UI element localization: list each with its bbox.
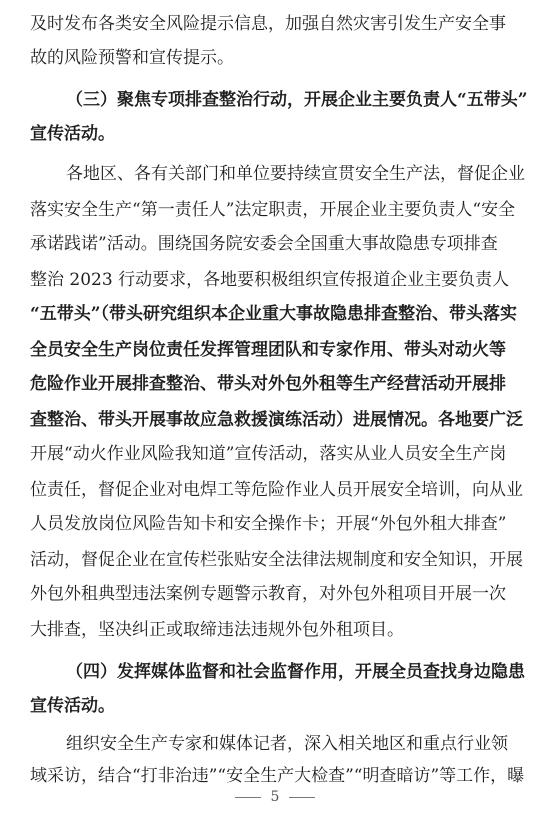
text-line: 落实安全生产“第一责任人”法定职责，开展企业主要负责人“安全 (30, 200, 516, 220)
text-line: “五带头”（带头研究组织本企业重大事故隐患排查整治、带头落实 (30, 304, 518, 324)
page-number-value: 5 (270, 789, 280, 805)
section-heading: 宣传活动。 (30, 696, 115, 716)
text-line: 外包外租典型违法案例专题警示教育，对外包外租项目开展一次 (30, 584, 506, 604)
text-line: 查整治、带头开展事故应急救援演练活动）进展情况。各地要广泛 (30, 410, 523, 430)
text-line: 组织安全生产专家和媒体记者，深入相关地区和重点行业领 (66, 734, 508, 754)
text-line: 开展“动火作业风险我知道”宣传活动，落实从业人员安全生产岗 (30, 444, 507, 464)
section-heading: 宣传活动。 (30, 124, 115, 144)
text-line: 及时发布各类安全风险提示信息，加强自然灾害引发生产安全事 (30, 14, 506, 34)
page-number-dash-left (235, 797, 261, 798)
text-line: 整治 2023 行动要求，各地要积极组织宣传报道企业主要负责人 (30, 270, 510, 290)
page-number-dash-right (289, 797, 315, 798)
text-line: 位责任，督促企业对电焊工等危险作业人员开展安全培训，向从业 (30, 480, 523, 500)
text-line: 大排查，坚决纠正或取缔违法违规外包外租项目。 (30, 620, 404, 640)
text-line: 故的风险预警和宣传提示。 (30, 48, 234, 68)
text-line: 人员发放岗位风险告知卡和安全操作卡；开展“外包外租大排查” (30, 514, 507, 534)
text-line: 危险作业开展排查整治、带头对外包外租等生产经营活动开展排 (30, 374, 506, 394)
section-heading: （四）发挥媒体监督和社会监督作用，开展全员查找身边隐患 (66, 662, 525, 682)
page-number (0, 785, 550, 809)
text-line: 各地区、各有关部门和单位要持续宣贯安全生产法，督促企业 (66, 164, 525, 184)
text-line: 承诺践诺”活动。围绕国务院安委会全国重大事故隐患专项排查 (30, 234, 498, 254)
text-line: 域采访，结合“打非治违”“安全生产大检查”“明查暗访”等工作，曝 (30, 766, 525, 786)
text-line: 全员安全生产岗位责任发挥管理团队和专家作用、带头对动火等 (30, 340, 506, 360)
text-line: 活动，督促企业在宣传栏张贴安全法律法规制度和安全知识，开展 (30, 550, 523, 570)
section-heading: （三）聚焦专项排查整治行动，开展企业主要负责人“五带头” (66, 90, 528, 110)
